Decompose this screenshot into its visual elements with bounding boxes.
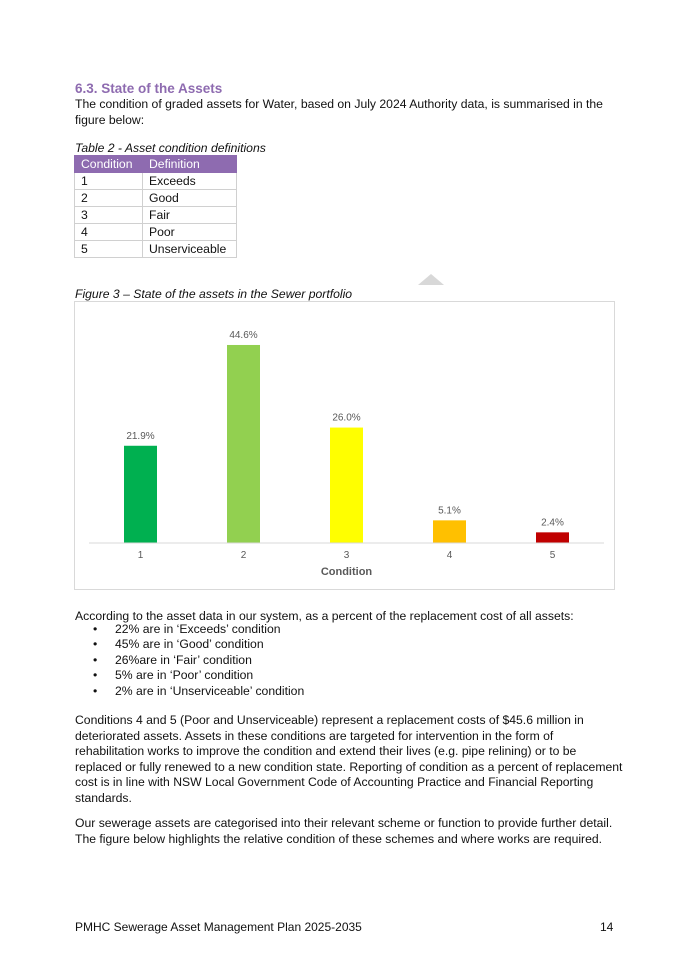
- column-header-definition: Definition: [143, 156, 237, 173]
- condition-bullet-list: [75, 622, 304, 699]
- table-cell-condition: 4: [75, 224, 143, 241]
- x-tick-label-1: 1: [137, 550, 144, 561]
- list-item: [75, 637, 304, 652]
- x-tick-label-2: 2: [240, 550, 247, 561]
- data-label-3: 26.0%: [332, 412, 361, 424]
- list-item-text: 5% are in ‘Poor’ condition: [115, 668, 254, 683]
- x-axis-label: Condition: [320, 566, 373, 578]
- data-label-2: 44.6%: [229, 329, 258, 341]
- bar-condition-5: [536, 532, 569, 543]
- data-label-4: 5.1%: [438, 505, 461, 517]
- body-lead-paragraph: According to the asset data in our system, as a percent of the replacement cost of all assets:: [75, 609, 574, 623]
- column-header-condition: Condition: [75, 156, 143, 173]
- bullet-icon: •: [93, 652, 98, 667]
- table-cell-condition: 2: [75, 190, 143, 207]
- condition-definitions-table: [74, 155, 237, 258]
- bullet-icon: •: [93, 668, 98, 683]
- bar-condition-1: [124, 446, 157, 543]
- data-label-1: 21.9%: [126, 430, 155, 442]
- table-cell-condition: 5: [75, 241, 143, 258]
- list-item: [75, 684, 304, 699]
- list-item: [75, 622, 304, 637]
- list-item-text: 26%are in ‘Fair’ condition: [115, 652, 252, 667]
- list-item-text: 45% are in ‘Good’ condition: [115, 637, 264, 652]
- table-header-row: [75, 156, 237, 173]
- x-tick-label-4: 4: [446, 550, 453, 561]
- section-heading: 6.3. State of the Assets: [75, 81, 223, 96]
- data-label-5: 2.4%: [541, 517, 564, 529]
- figure-caption: Figure 3 – State of the assets in the Sewer portfolio: [75, 287, 353, 301]
- table-row: [75, 173, 237, 190]
- table-row: [75, 190, 237, 207]
- table-row: [75, 207, 237, 224]
- deterioration-paragraph: Conditions 4 and 5 (Poor and Unserviceable) represent a replacement costs of $45.6 million in deteriorated assets. Assets in these conditions are targeted for intervention in the form of rehabilitation works to improve the condition and extend their lives (e.g. pipe relining) or to be replaced or fully renewed to a new condition state. Reporting of condition as a percent of replacement cost is in line with NSW Local Government Code of Accounting Practice and Financial Reporting standards.: [75, 713, 623, 805]
- scroll-up-arrow-icon[interactable]: [418, 274, 444, 285]
- table-row: [75, 241, 237, 258]
- table-cell-definition: Fair: [143, 207, 237, 224]
- list-item-text: 22% are in ‘Exceeds’ condition: [115, 622, 281, 636]
- bullet-icon: •: [93, 622, 98, 636]
- footer-title: PMHC Sewerage Asset Management Plan 2025-2035: [75, 920, 362, 934]
- intro-paragraph: The condition of graded assets for Water, based on July 2024 Authority data, is summarised in the figure below:: [75, 97, 603, 127]
- table-cell-condition: 3: [75, 207, 143, 224]
- bar-condition-4: [433, 520, 466, 543]
- list-item: [75, 653, 304, 668]
- x-tick-label-5: 5: [549, 550, 556, 561]
- list-item-text: 2% are in ‘Unserviceable’ condition: [115, 683, 305, 698]
- table-cell-definition: Unserviceable: [143, 241, 237, 258]
- bullet-icon: •: [93, 637, 98, 652]
- list-item: [75, 668, 304, 683]
- table-caption: Table 2 - Asset condition definitions: [75, 141, 266, 155]
- table-cell-definition: Poor: [143, 224, 237, 241]
- table-row: [75, 224, 237, 241]
- bar-condition-2: [227, 345, 260, 543]
- scheme-paragraph: Our sewerage assets are categorised into their relevant scheme or function to provide further detail. The figure below highlights the relative condition of these schemes and where works are required.: [75, 816, 613, 846]
- bullet-icon: •: [93, 683, 98, 698]
- table-cell-definition: Exceeds: [143, 173, 237, 190]
- page-number: 14: [600, 920, 614, 934]
- bar-condition-3: [330, 428, 363, 543]
- table-cell-definition: Good: [143, 190, 237, 207]
- table-cell-condition: 1: [75, 173, 143, 190]
- x-tick-label-3: 3: [343, 550, 350, 561]
- condition-bar-chart: [74, 301, 615, 590]
